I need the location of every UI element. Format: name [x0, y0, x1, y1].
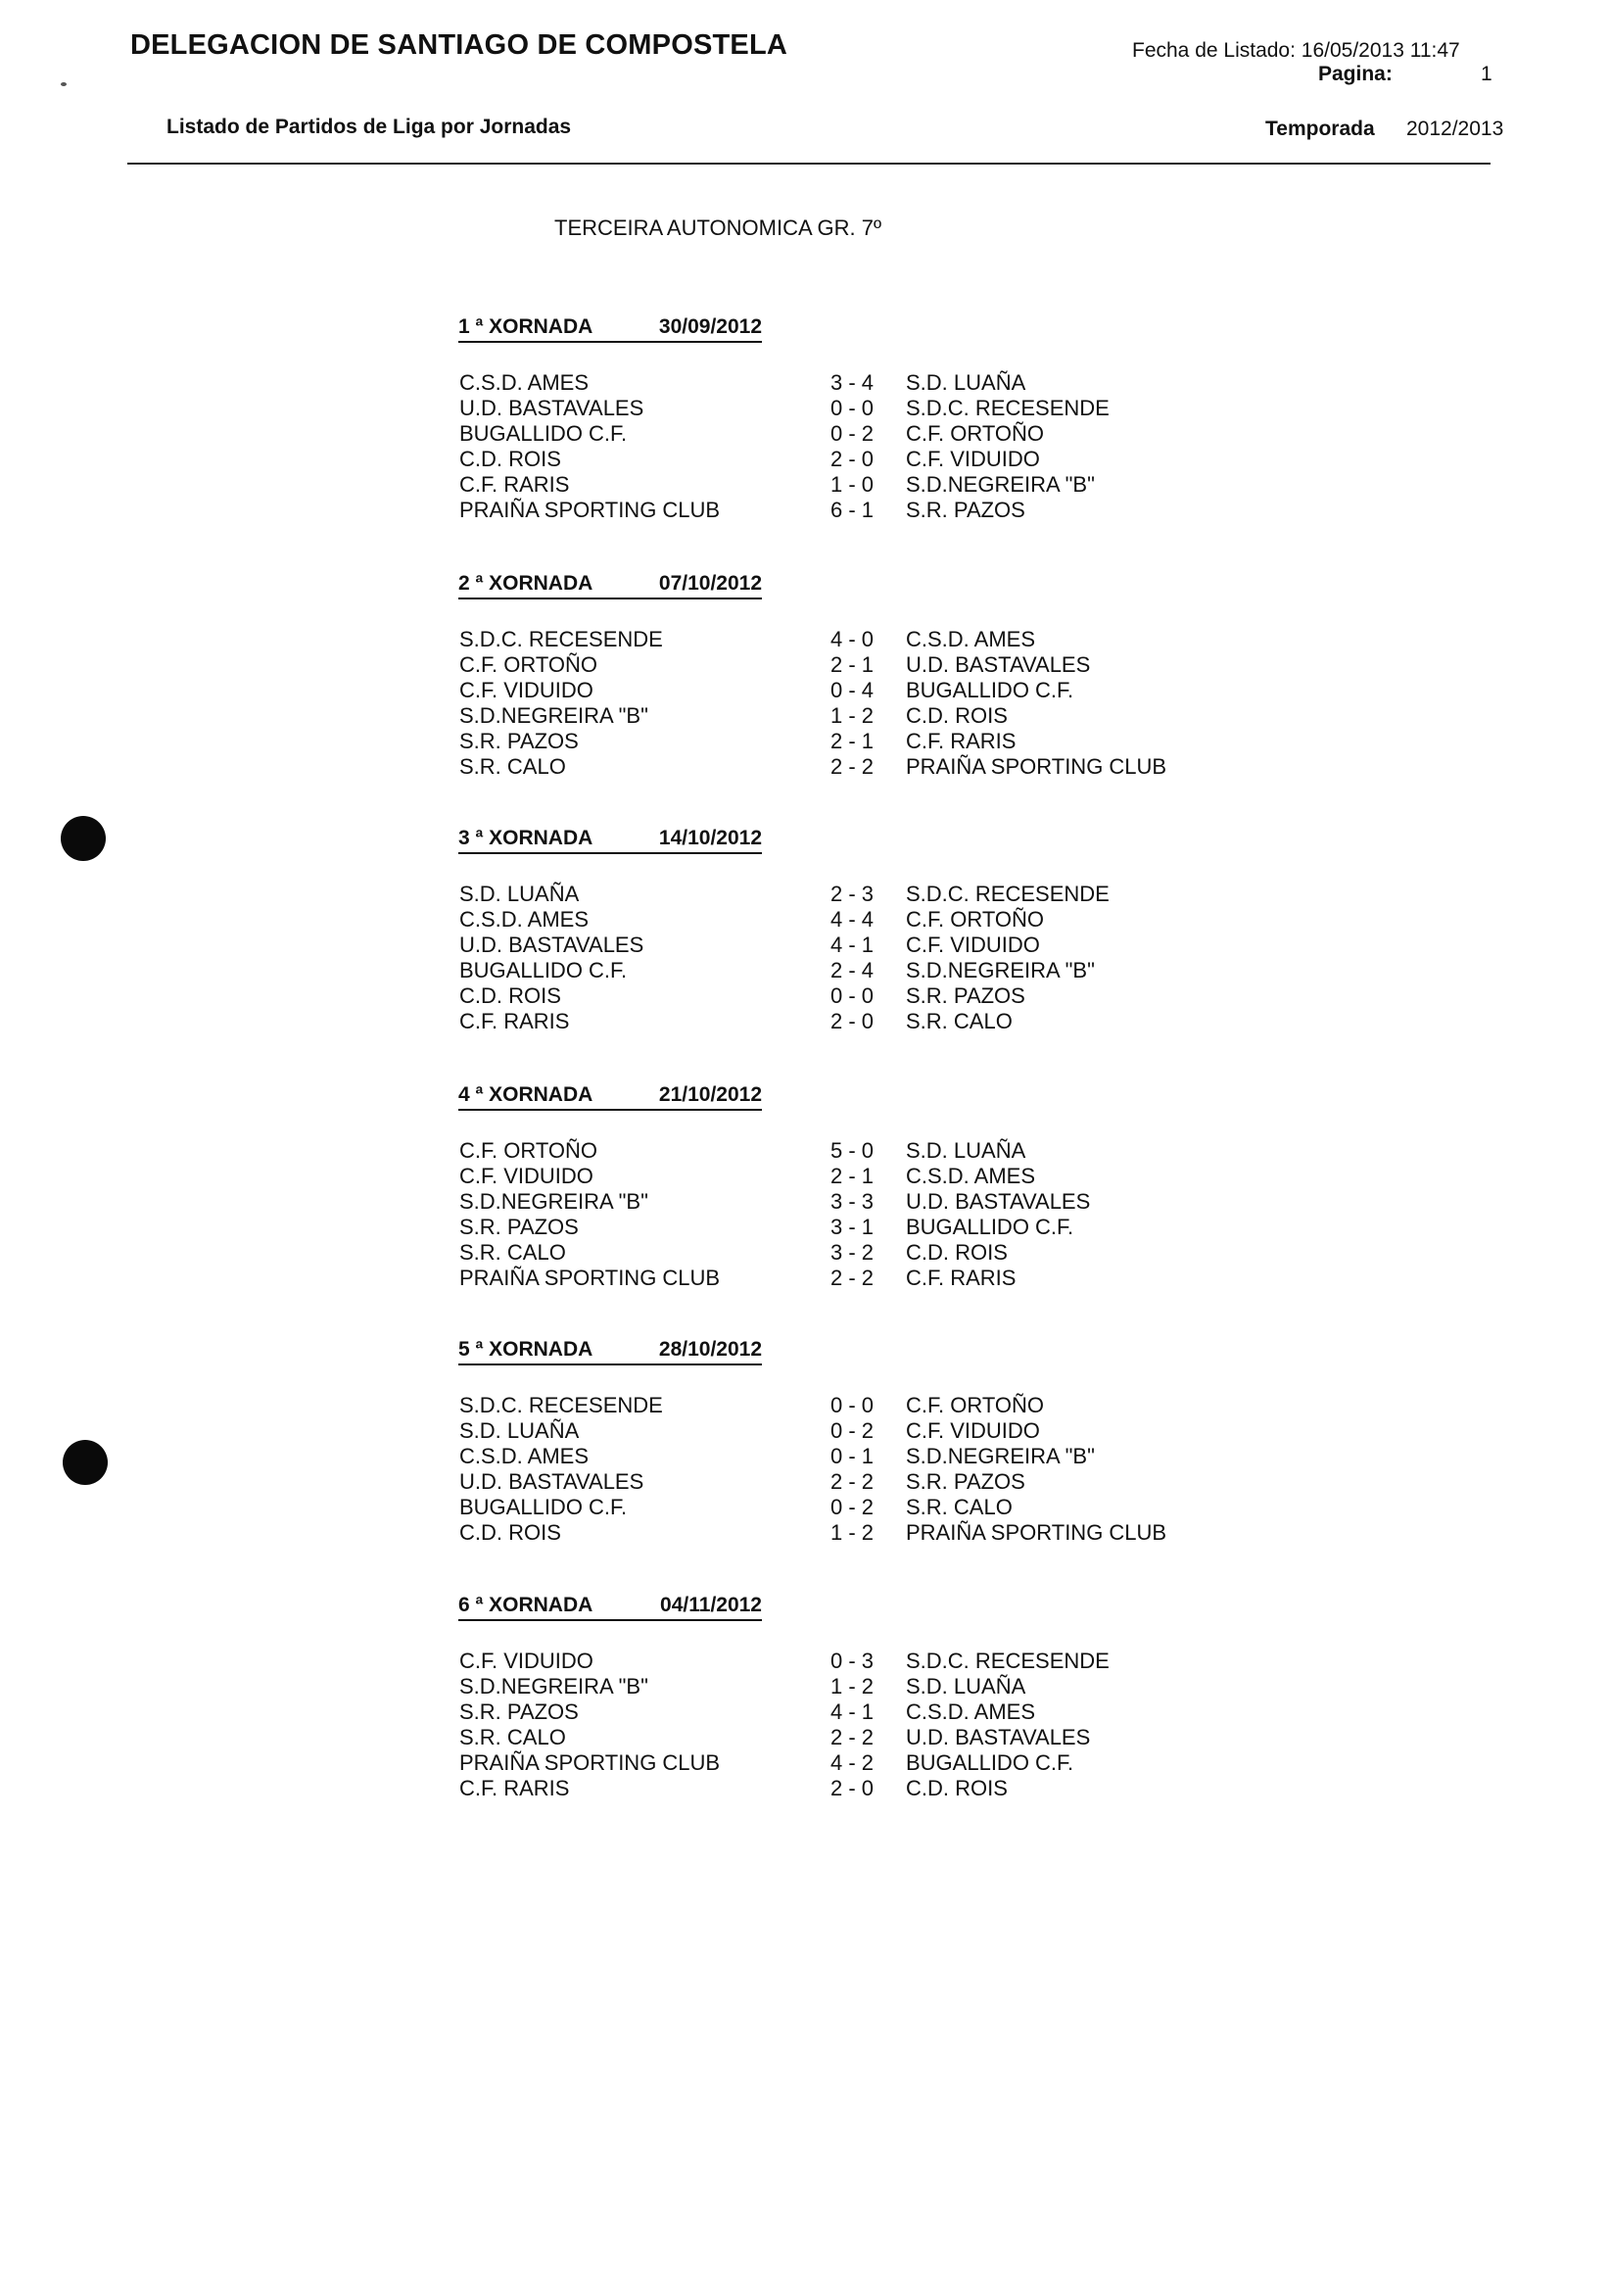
match-score: 2 - 2 — [830, 1725, 875, 1749]
home-team: S.D.NEGREIRA "B" — [459, 1674, 648, 1698]
away-team: S.D.NEGREIRA "B" — [906, 1444, 1095, 1468]
away-team: S.D. LUAÑA — [906, 1674, 1026, 1698]
home-team: S.D.C. RECESENDE — [459, 627, 663, 651]
away-team: S.D.NEGREIRA "B" — [906, 472, 1095, 497]
match-score: 1 - 2 — [830, 1520, 875, 1545]
home-team: S.D. LUAÑA — [459, 1418, 580, 1443]
match-score: 0 - 2 — [830, 1495, 875, 1519]
away-team: U.D. BASTAVALES — [906, 1725, 1091, 1749]
home-team: C.S.D. AMES — [459, 370, 590, 395]
home-team: S.D. LUAÑA — [459, 882, 580, 906]
round-date: 21/10/2012 — [658, 1083, 762, 1106]
home-team: S.R. PAZOS — [459, 729, 579, 753]
match-row — [0, 396, 1610, 421]
home-team: C.F. VIDUIDO — [459, 678, 593, 702]
match-row — [0, 1495, 1610, 1520]
competition-title: TERCEIRA AUTONOMICA GR. 7º — [554, 215, 882, 240]
home-team: C.D. ROIS — [459, 1520, 561, 1545]
away-team: S.R. PAZOS — [906, 1469, 1025, 1494]
match-score: 1 - 2 — [830, 1674, 875, 1698]
match-row — [0, 1649, 1610, 1674]
away-team: C.D. ROIS — [906, 1776, 1008, 1800]
match-row — [0, 1699, 1610, 1725]
home-team: C.D. ROIS — [459, 447, 561, 471]
match-row — [0, 472, 1610, 498]
away-team: S.R. CALO — [906, 1009, 1013, 1033]
home-team: S.R. PAZOS — [459, 1215, 579, 1239]
match-score: 0 - 1 — [830, 1444, 875, 1468]
match-score: 2 - 2 — [830, 1469, 875, 1494]
away-team: BUGALLIDO C.F. — [906, 1750, 1074, 1775]
away-team: C.F. ORTOÑO — [906, 1393, 1044, 1417]
match-row — [0, 498, 1610, 523]
away-team: U.D. BASTAVALES — [906, 1189, 1091, 1214]
round-header — [458, 315, 762, 343]
match-row — [0, 703, 1610, 729]
home-team: S.R. CALO — [459, 1725, 566, 1749]
match-score: 3 - 3 — [830, 1189, 875, 1214]
home-team: C.F. RARIS — [459, 1009, 570, 1033]
match-score: 2 - 2 — [830, 1266, 875, 1290]
match-score: 2 - 1 — [830, 652, 875, 677]
match-row — [0, 958, 1610, 983]
away-team: C.S.D. AMES — [906, 1699, 1036, 1724]
round-header — [458, 572, 762, 599]
match-row — [0, 983, 1610, 1009]
match-row — [0, 627, 1610, 652]
match-row — [0, 1776, 1610, 1801]
listing-date — [1132, 39, 1460, 63]
away-team: S.D. LUAÑA — [906, 1138, 1026, 1163]
away-team: C.S.D. AMES — [906, 627, 1036, 651]
match-score: 2 - 0 — [830, 1009, 875, 1033]
match-score: 3 - 4 — [830, 370, 875, 395]
away-team: S.D.C. RECESENDE — [906, 396, 1110, 420]
home-team: C.F. ORTOÑO — [459, 652, 597, 677]
round-header — [458, 1338, 762, 1365]
match-row — [0, 1215, 1610, 1240]
home-team: PRAIÑA SPORTING CLUB — [459, 1750, 721, 1775]
round-date: 04/11/2012 — [660, 1594, 762, 1616]
home-team: U.D. BASTAVALES — [459, 1469, 644, 1494]
round-label: 6 ª XORNADA — [458, 1594, 593, 1616]
away-team: C.F. VIDUIDO — [906, 1418, 1040, 1443]
match-score: 2 - 2 — [830, 754, 875, 779]
round-label: 3 ª XORNADA — [458, 827, 593, 849]
round-date: 28/10/2012 — [658, 1338, 762, 1361]
away-team: PRAIÑA SPORTING CLUB — [906, 1520, 1167, 1545]
match-score: 2 - 1 — [830, 729, 875, 753]
away-team: S.D. LUAÑA — [906, 370, 1026, 395]
match-row — [0, 370, 1610, 396]
match-row — [0, 882, 1610, 907]
away-team: S.D.C. RECESENDE — [906, 1649, 1110, 1673]
match-score: 0 - 2 — [830, 421, 875, 446]
header-divider — [127, 163, 1491, 165]
match-row — [0, 729, 1610, 754]
away-team: C.F. VIDUIDO — [906, 933, 1040, 957]
away-team: C.F. RARIS — [906, 729, 1017, 753]
season-value: 2012/2013 — [1406, 118, 1504, 140]
round-label: 5 ª XORNADA — [458, 1338, 593, 1361]
home-team: PRAIÑA SPORTING CLUB — [459, 498, 721, 522]
match-score: 2 - 3 — [830, 882, 875, 906]
match-row — [0, 447, 1610, 472]
home-team: C.F. VIDUIDO — [459, 1164, 593, 1188]
away-team: S.D.C. RECESENDE — [906, 882, 1110, 906]
round-header — [458, 1594, 762, 1621]
match-row — [0, 907, 1610, 933]
home-team: C.S.D. AMES — [459, 1444, 590, 1468]
match-score: 1 - 0 — [830, 472, 875, 497]
home-team: U.D. BASTAVALES — [459, 396, 644, 420]
match-score: 4 - 1 — [830, 1699, 875, 1724]
round-date: 14/10/2012 — [658, 827, 762, 849]
document-subtitle: Listado de Partidos de Liga por Jornadas — [166, 116, 572, 138]
match-row — [0, 678, 1610, 703]
match-score: 4 - 1 — [830, 933, 875, 957]
match-row — [0, 933, 1610, 958]
home-team: C.F. RARIS — [459, 472, 570, 497]
away-team: C.F. ORTOÑO — [906, 907, 1044, 932]
match-score: 2 - 4 — [830, 958, 875, 982]
match-score: 5 - 0 — [830, 1138, 875, 1163]
match-score: 6 - 1 — [830, 498, 875, 522]
match-row — [0, 1674, 1610, 1699]
away-team: C.F. VIDUIDO — [906, 447, 1040, 471]
match-row — [0, 652, 1610, 678]
match-score: 2 - 0 — [830, 1776, 875, 1800]
match-row — [0, 1393, 1610, 1418]
home-team: S.D.NEGREIRA "B" — [459, 1189, 648, 1214]
listing-date-label: Fecha de Listado: — [1132, 39, 1296, 62]
organization-title: DELEGACION DE SANTIAGO DE COMPOSTELA — [130, 29, 788, 61]
away-team: C.D. ROIS — [906, 1240, 1008, 1265]
home-team: BUGALLIDO C.F. — [459, 958, 628, 982]
home-team: C.F. VIDUIDO — [459, 1649, 593, 1673]
punch-hole-bottom — [63, 1440, 108, 1485]
home-team: S.D.C. RECESENDE — [459, 1393, 663, 1417]
match-row — [0, 1189, 1610, 1215]
away-team: PRAIÑA SPORTING CLUB — [906, 754, 1167, 779]
match-score: 2 - 0 — [830, 447, 875, 471]
match-row — [0, 1240, 1610, 1266]
page-number: 1 — [1481, 63, 1492, 85]
round-label: 2 ª XORNADA — [458, 572, 593, 595]
match-score: 0 - 0 — [830, 983, 875, 1008]
home-team: S.R. CALO — [459, 1240, 566, 1265]
match-score: 0 - 2 — [830, 1418, 875, 1443]
match-score: 0 - 4 — [830, 678, 875, 702]
match-score: 0 - 0 — [830, 1393, 875, 1417]
away-team: S.R. PAZOS — [906, 498, 1025, 522]
match-row — [0, 1520, 1610, 1546]
home-team: S.R. PAZOS — [459, 1699, 579, 1724]
home-team: PRAIÑA SPORTING CLUB — [459, 1266, 721, 1290]
punch-hole-top — [61, 816, 106, 861]
match-row — [0, 1418, 1610, 1444]
home-team: U.D. BASTAVALES — [459, 933, 644, 957]
round-label: 4 ª XORNADA — [458, 1083, 593, 1106]
match-row — [0, 1009, 1610, 1034]
away-team: S.R. PAZOS — [906, 983, 1025, 1008]
away-team: BUGALLIDO C.F. — [906, 1215, 1074, 1239]
home-team: BUGALLIDO C.F. — [459, 421, 628, 446]
listing-date-value: 16/05/2013 11:47 — [1301, 39, 1460, 62]
match-row — [0, 754, 1610, 780]
away-team: C.S.D. AMES — [906, 1164, 1036, 1188]
away-team: C.D. ROIS — [906, 703, 1008, 728]
match-score: 3 - 2 — [830, 1240, 875, 1265]
match-score: 1 - 2 — [830, 703, 875, 728]
away-team: S.R. CALO — [906, 1495, 1013, 1519]
match-score: 4 - 2 — [830, 1750, 875, 1775]
round-header — [458, 827, 762, 854]
match-row — [0, 1266, 1610, 1291]
match-row — [0, 1164, 1610, 1189]
away-team: S.D.NEGREIRA "B" — [906, 958, 1095, 982]
home-team: C.S.D. AMES — [459, 907, 590, 932]
match-row — [0, 1444, 1610, 1469]
match-row — [0, 1750, 1610, 1776]
match-row — [0, 421, 1610, 447]
match-row — [0, 1138, 1610, 1164]
round-label: 1 ª XORNADA — [458, 315, 593, 338]
home-team: BUGALLIDO C.F. — [459, 1495, 628, 1519]
away-team: C.F. RARIS — [906, 1266, 1017, 1290]
away-team: U.D. BASTAVALES — [906, 652, 1091, 677]
away-team: BUGALLIDO C.F. — [906, 678, 1074, 702]
match-score: 4 - 4 — [830, 907, 875, 932]
away-team: C.F. ORTOÑO — [906, 421, 1044, 446]
round-date: 30/09/2012 — [658, 315, 762, 338]
home-team: C.D. ROIS — [459, 983, 561, 1008]
match-row — [0, 1725, 1610, 1750]
match-score: 3 - 1 — [830, 1215, 875, 1239]
match-score: 0 - 3 — [830, 1649, 875, 1673]
match-score: 2 - 1 — [830, 1164, 875, 1188]
match-score: 4 - 0 — [830, 627, 875, 651]
round-date: 07/10/2012 — [658, 572, 762, 595]
scan-mark — [61, 82, 67, 86]
home-team: C.F. ORTOÑO — [459, 1138, 597, 1163]
match-row — [0, 1469, 1610, 1495]
season-label: Temporada — [1265, 118, 1375, 140]
home-team: C.F. RARIS — [459, 1776, 570, 1800]
home-team: S.D.NEGREIRA "B" — [459, 703, 648, 728]
home-team: S.R. CALO — [459, 754, 566, 779]
round-header — [458, 1083, 762, 1111]
page-label: Pagina: — [1318, 63, 1393, 85]
match-score: 0 - 0 — [830, 396, 875, 420]
